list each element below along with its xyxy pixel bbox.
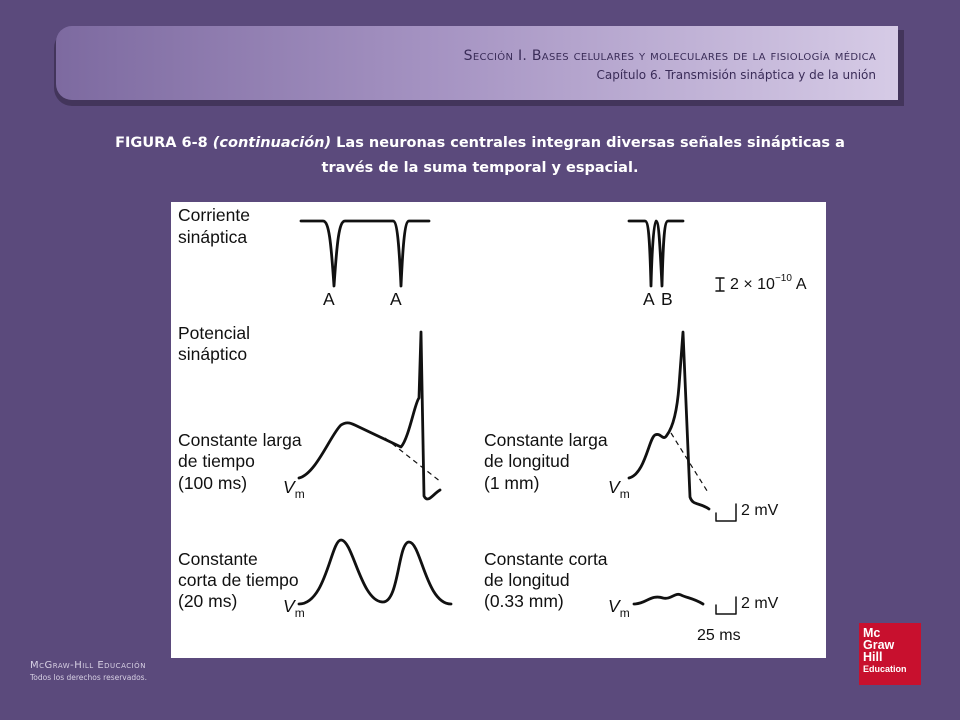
caption-text: Las neuronas centrales integran diversas señales sinápticas a través de la suma temporal y espacial.	[321, 135, 845, 176]
current-scale-bar	[716, 278, 724, 291]
voltage-scale-bar-bottom	[716, 597, 736, 614]
short-length-label-line1: Constante corta	[484, 549, 608, 569]
slide-header	[56, 26, 898, 100]
current-label-line2: sináptica	[178, 227, 248, 247]
potential-label-line1: Potencial	[178, 323, 250, 343]
vm-label-short-time: $V_m$	[283, 596, 305, 620]
figure-svg	[171, 202, 826, 658]
chapter-title: Capítulo 6. Transmisión sináptica y de la unión	[596, 68, 876, 82]
vm-label-long-length: $V_m$	[608, 477, 630, 501]
current-mark-left-1: A	[323, 289, 335, 309]
rights-notice: Todos los derechos reservados.	[30, 673, 147, 682]
current-label-line1: Corriente	[178, 205, 250, 225]
trace-long-length	[629, 332, 709, 509]
current-mark-left-2: A	[390, 289, 402, 309]
current-mark-right-1: A	[643, 289, 655, 309]
short-length-label-line3: (0.33 mm)	[484, 591, 564, 611]
short-time-label-line3: (20 ms)	[178, 591, 238, 611]
long-length-label-line1: Constante larga	[484, 430, 608, 450]
caption-label: FIGURA 6-8	[115, 135, 208, 151]
time-scale-label: 25 ms	[697, 627, 741, 644]
logo-line-3: Hill	[863, 650, 883, 664]
logo-line-4: Education	[863, 664, 907, 674]
current-scale-label: $2 \times 10^{-10}$ A	[730, 273, 807, 293]
section-title: Sección I. Bases celulares y moleculares de la fisiología médica	[463, 48, 876, 64]
long-length-label-line3: (1 mm)	[484, 473, 540, 493]
vm-label-long-time: $V_m$	[283, 477, 305, 501]
voltage-scale-bar-top	[716, 504, 736, 521]
caption-continuation: (continuación)	[212, 135, 332, 151]
mcgraw-hill-logo	[859, 623, 921, 685]
current-trace-left	[301, 221, 429, 286]
voltage-scale-label-bottom: 2 mV	[741, 595, 779, 612]
long-time-label-line1: Constante larga	[178, 430, 302, 450]
long-length-label-line2: de longitud	[484, 451, 570, 471]
current-mark-right-2: B	[661, 289, 673, 309]
vm-label-short-length: $V_m$	[608, 596, 630, 620]
current-trace-right	[629, 221, 683, 286]
short-length-label-line2: de longitud	[484, 570, 570, 590]
footer	[30, 660, 147, 682]
logo-line-1: Mc	[863, 626, 881, 640]
long-time-label-line3: (100 ms)	[178, 473, 248, 493]
short-time-label-line1: Constante	[178, 549, 258, 569]
trace-long-time	[299, 332, 440, 499]
long-time-label-line2: de tiempo	[178, 451, 255, 471]
logo-line-2: Graw	[863, 638, 895, 652]
potential-label-line2: sináptico	[178, 344, 248, 364]
voltage-scale-label-top: 2 mV	[741, 502, 779, 519]
figure-caption	[90, 131, 870, 181]
publisher-name: McGraw-Hill Educación	[30, 660, 146, 671]
trace-short-time	[299, 540, 451, 604]
figure-panel	[171, 202, 826, 658]
short-time-label-line2: corta de tiempo	[178, 570, 299, 590]
trace-short-length	[634, 594, 703, 604]
decay-dashed-left	[385, 438, 441, 482]
